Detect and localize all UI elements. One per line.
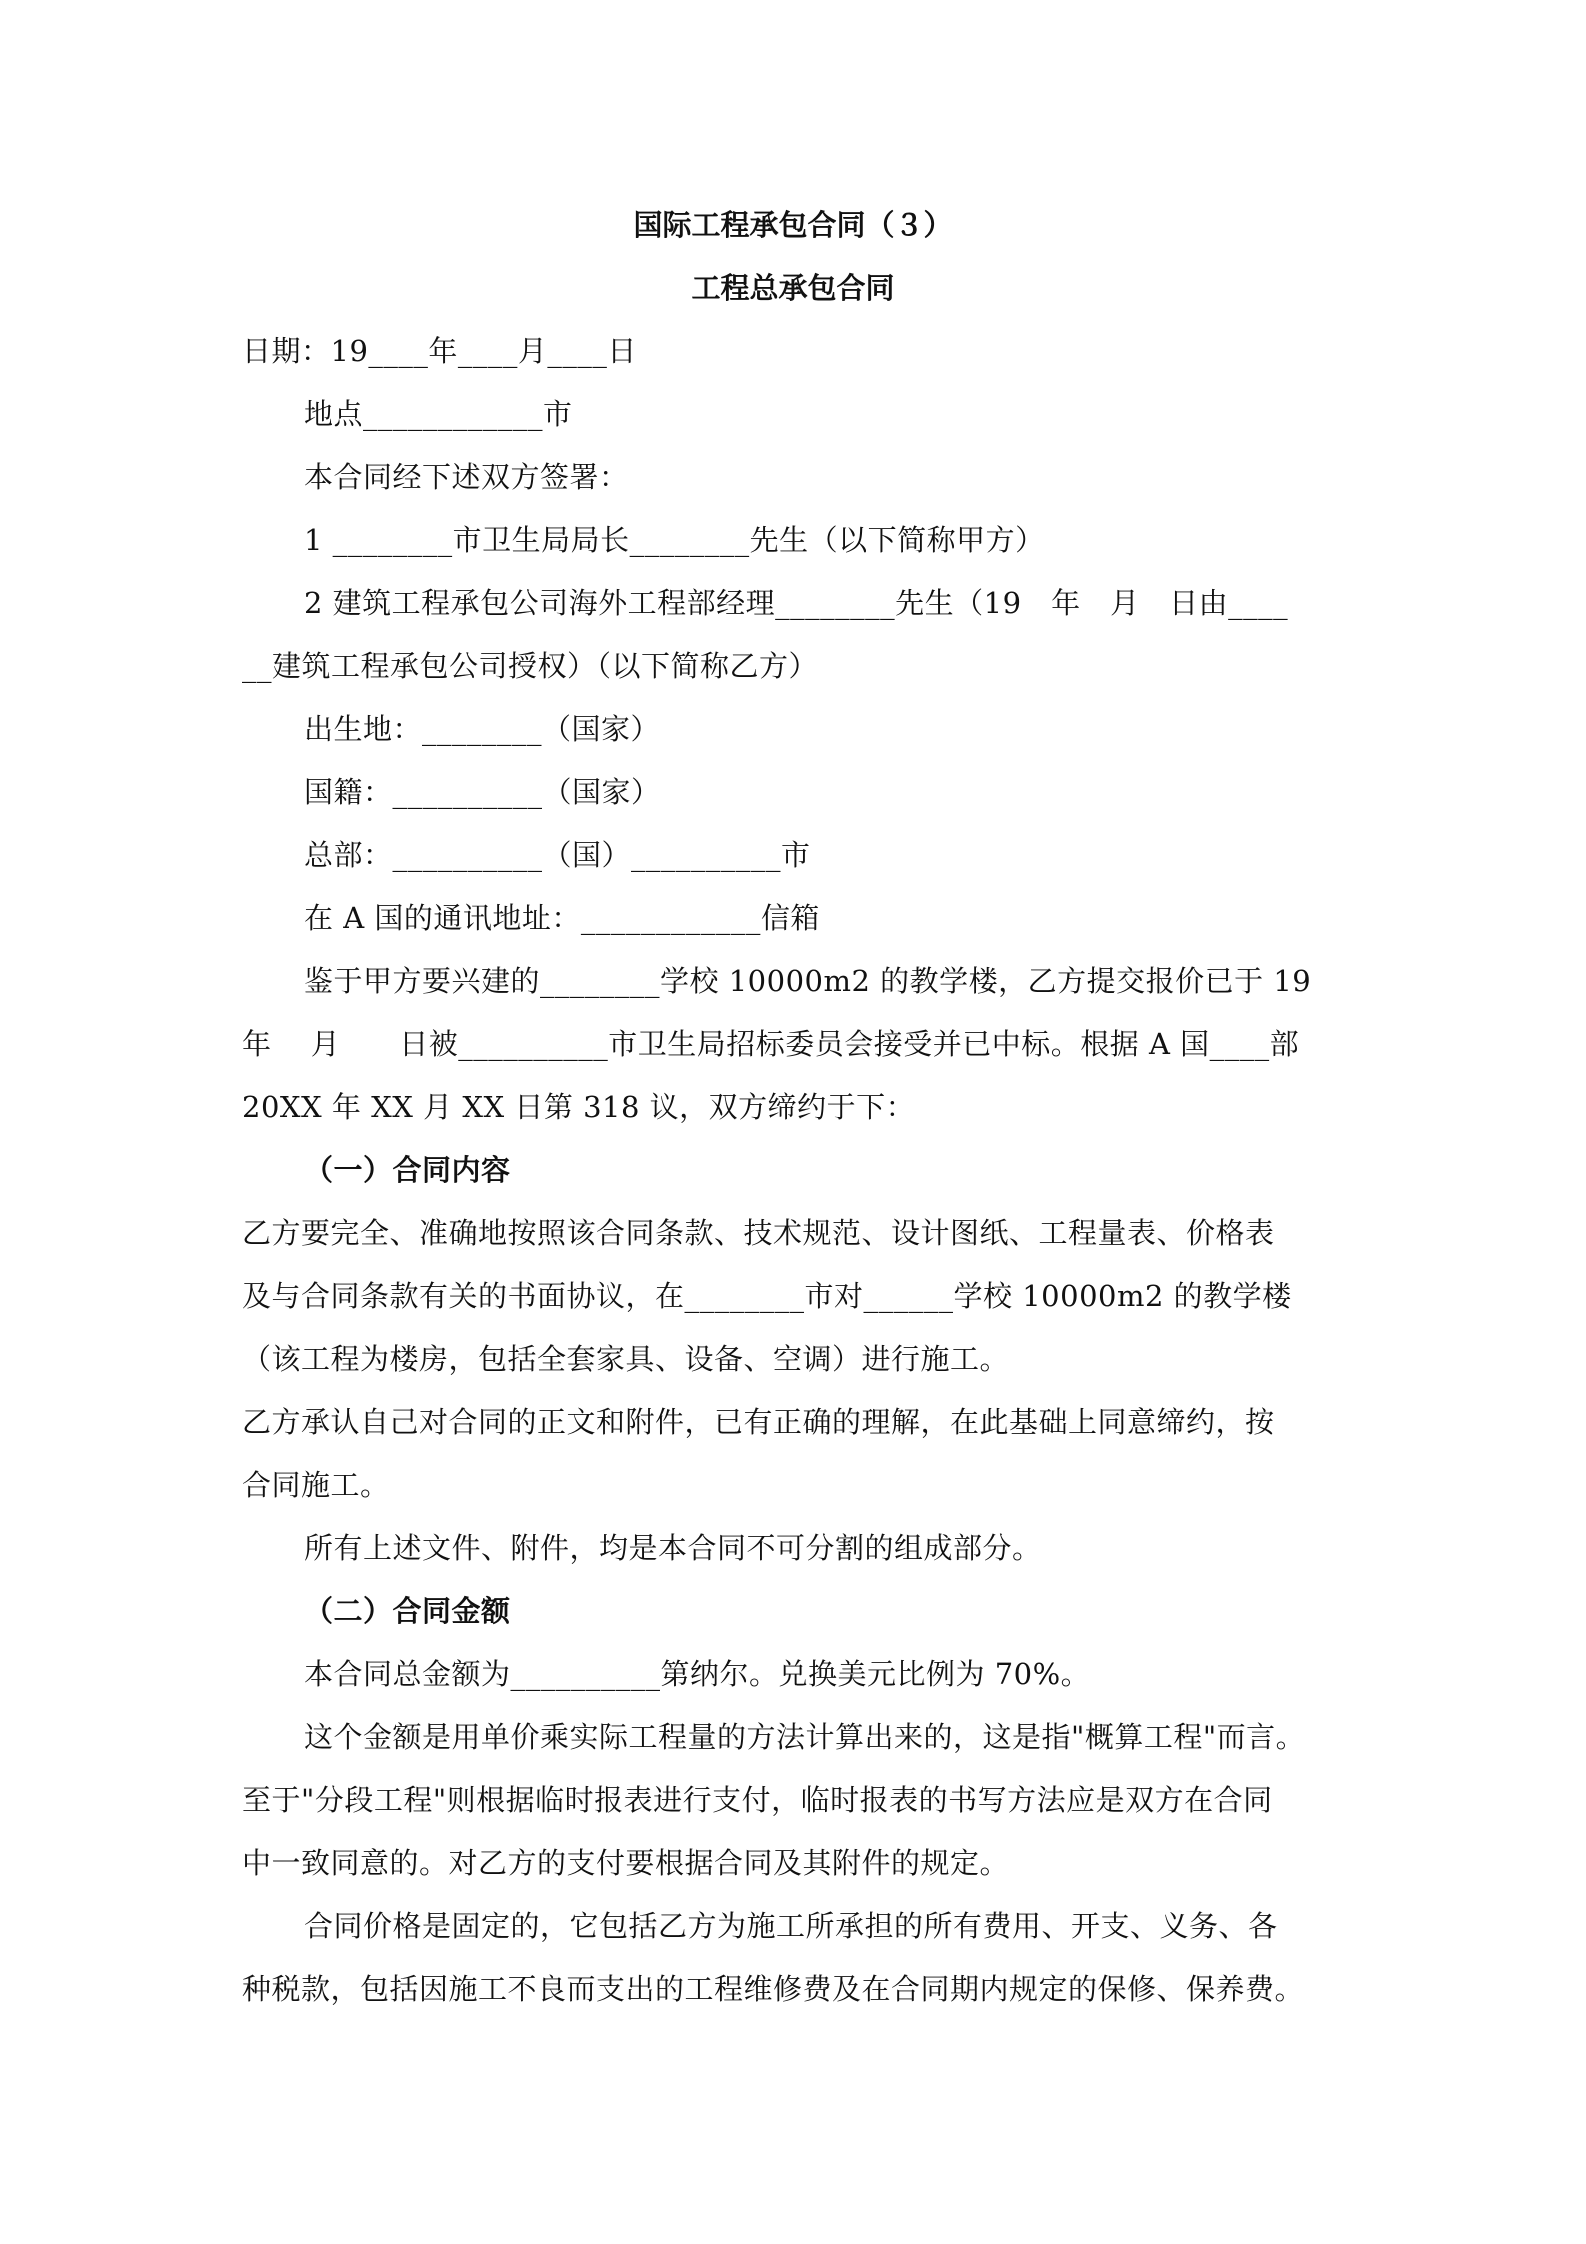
document-title: 国际工程承包合同（３） xyxy=(633,208,953,242)
party-b-line: 2 建筑工程承包公司海外工程部经理________先生（19 年 月 日由____ xyxy=(304,586,1289,620)
section-2-para-5: 种税款，包括因施工不良而支出的工程维修费及在合同期内规定的保修、保养费。 xyxy=(242,1972,1305,2006)
address-line: 在 A 国的通讯地址：____________信箱 xyxy=(304,901,820,935)
party-b-line-cont: __建筑工程承包公司授权）（以下简称乙方） xyxy=(242,649,819,683)
section-2-para-2: 至于"分段工程"则根据临时报表进行支付，临时报表的书写方法应是双方在合同 xyxy=(242,1783,1273,1817)
section-2-para-3: 中一致同意的。对乙方的支付要根据合同及其附件的规定。 xyxy=(242,1846,1010,1880)
section-2-para-1: 这个金额是用单价乘实际工程量的方法计算出来的，这是指"概算工程"而言。 xyxy=(304,1720,1306,1754)
whereas-line-1: 鉴于甲方要兴建的________学校 10000m2 的教学楼，乙方提交报价已于 19 xyxy=(304,964,1312,998)
section-2-heading: （二）合同金额 xyxy=(304,1594,511,1628)
section-2-para-4: 合同价格是固定的，它包括乙方为施工所承担的所有费用、开支、义务、各 xyxy=(304,1909,1278,1943)
section-1-para-4: 乙方承认自己对合同的正文和附件，已有正确的理解，在此基础上同意缔约，按 xyxy=(242,1405,1275,1439)
date-line: 日期：19____年____月____日 xyxy=(242,334,637,368)
signing-intro: 本合同经下述双方签署： xyxy=(304,460,629,494)
party-a-line: 1 ________市卫生局局长________先生（以下简称甲方） xyxy=(304,523,1045,557)
headquarters-line: 总部：__________（国）__________市 xyxy=(304,838,811,872)
section-1-para-1: 乙方要完全、准确地按照该合同条款、技术规范、设计图纸、工程量表、价格表 xyxy=(242,1216,1275,1250)
location-line: 地点____________市 xyxy=(304,397,573,431)
section-1-heading: （一）合同内容 xyxy=(304,1153,511,1187)
section-1-para-2: 及与合同条款有关的书面协议，在________市对______学校 10000m2 的教学楼 xyxy=(242,1279,1292,1313)
document-subtitle: 工程总承包合同 xyxy=(691,271,895,305)
section-1-para-5: 合同施工。 xyxy=(242,1468,390,1502)
section-2-amount: 本合同总金额为__________第纳尔。兑换美元比例为 70%。 xyxy=(304,1657,1091,1691)
whereas-line-3: 20XX 年 XX 月 XX 日第 318 议，双方缔约于下： xyxy=(242,1090,916,1124)
birthplace-line: 出生地：________（国家） xyxy=(304,712,661,746)
section-1-para-6: 所有上述文件、附件，均是本合同不可分割的组成部分。 xyxy=(304,1531,1042,1565)
whereas-line-2: 年 月 日被__________市卫生局招标委员会接受并已中标。根据 A 国____部 xyxy=(242,1027,1300,1061)
section-1-para-3: （该工程为楼房，包括全套家具、设备、空调）进行施工。 xyxy=(242,1342,1010,1376)
nationality-line: 国籍：__________（国家） xyxy=(304,775,661,809)
